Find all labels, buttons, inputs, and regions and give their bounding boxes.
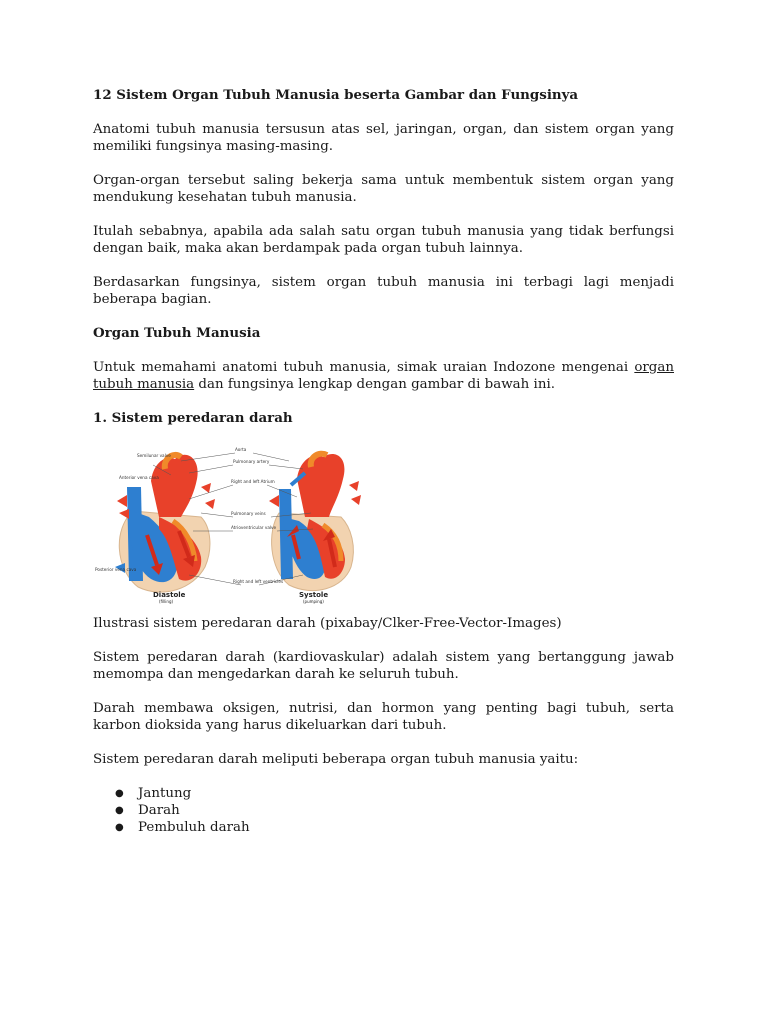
bullet-icon: ● xyxy=(115,788,124,799)
systole-heart xyxy=(269,454,361,591)
list-item-text: Pembuluh darah xyxy=(138,820,250,835)
list-item-text: Jantung xyxy=(138,786,192,801)
bullet-icon: ● xyxy=(115,822,124,833)
label-aorta: Aorta xyxy=(235,447,247,452)
label-systole: Systole xyxy=(299,591,329,599)
label-right-left-atrium: Right and left Atrium xyxy=(231,479,275,484)
organ-list xyxy=(93,785,674,836)
list-item-text: Darah xyxy=(138,803,180,818)
paragraph-2: Organ-organ tersebut saling bekerja sama untuk membentuk sistem organ yang mendukung kesehatan tubuh manusia. xyxy=(93,173,674,205)
label-systole-sub: (pumping) xyxy=(303,599,324,604)
label-pulmonary-veins: Pulmonary veins xyxy=(231,511,266,516)
paragraph-1: Anatomi tubuh manusia tersusun atas sel, jaringan, organ, dan sistem organ yang memiliki fungsinya masing-masing. xyxy=(93,122,674,154)
paragraph-6: Sistem peredaran darah (kardiovaskular) adalah sistem yang bertanggung jawab memompa dan mengedarkan darah ke seluruh tubuh. xyxy=(93,650,674,682)
document-content xyxy=(93,87,674,836)
paragraph-5-after: dan fungsinya lengkap dengan gambar di bawah ini. xyxy=(194,377,555,392)
label-atrioventricular-valve: Atrioventricular valve xyxy=(231,525,277,530)
heading-section-1: 1. Sistem peredaran darah xyxy=(93,410,293,426)
label-diastole: Diastole xyxy=(153,591,186,599)
heart-illustration xyxy=(93,439,361,605)
heart-diagram xyxy=(93,439,361,605)
label-semilunar-valve: Semilunar valve xyxy=(137,453,171,458)
label-diastole-sub: (filling) xyxy=(159,599,174,604)
label-pulmonary-artery: Pulmonary artery xyxy=(233,459,270,464)
label-right-left-ventricles: Right and left ventricles xyxy=(233,579,284,584)
label-anterior-vena-cava: Anterior vena cava xyxy=(119,475,159,480)
paragraph-5 xyxy=(93,359,674,393)
bullet-icon: ● xyxy=(115,805,124,816)
list-item xyxy=(93,802,674,819)
list-item xyxy=(93,819,674,836)
phase-labels xyxy=(153,591,328,604)
document-title: 12 Sistem Organ Tubuh Manusia beserta Gambar dan Fungsinya xyxy=(93,87,579,103)
paragraph-8: Sistem peredaran darah meliputi beberapa organ tubuh manusia yaitu: xyxy=(93,752,579,767)
organ-tubuh-link[interactable]: organ tubuh manusia xyxy=(93,360,674,392)
label-posterior-vena-cava: Posterior vena cava xyxy=(95,567,137,572)
paragraph-4: Berdasarkan fungsinya, sistem organ tubuh manusia ini terbagi lagi menjadi beberapa bagian. xyxy=(93,275,674,307)
paragraph-3: Itulah sebabnya, apabila ada salah satu organ tubuh manusia yang tidak berfungsi dengan baik, maka akan berdampak pada organ tubuh lainnya. xyxy=(93,224,674,256)
paragraph-5-before: Untuk memahami anatomi tubuh manusia, simak uraian Indozone mengenai xyxy=(93,360,635,375)
paragraph-7: Darah membawa oksigen, nutrisi, dan hormon yang penting bagi tubuh, serta karbon dioksida yang harus dikeluarkan dari tubuh. xyxy=(93,701,674,733)
list-item xyxy=(93,785,674,802)
heading-organ-tubuh: Organ Tubuh Manusia xyxy=(93,325,261,341)
figure-caption: Ilustrasi sistem peredaran darah (pixabay/Clker-Free-Vector-Images) xyxy=(93,616,562,631)
